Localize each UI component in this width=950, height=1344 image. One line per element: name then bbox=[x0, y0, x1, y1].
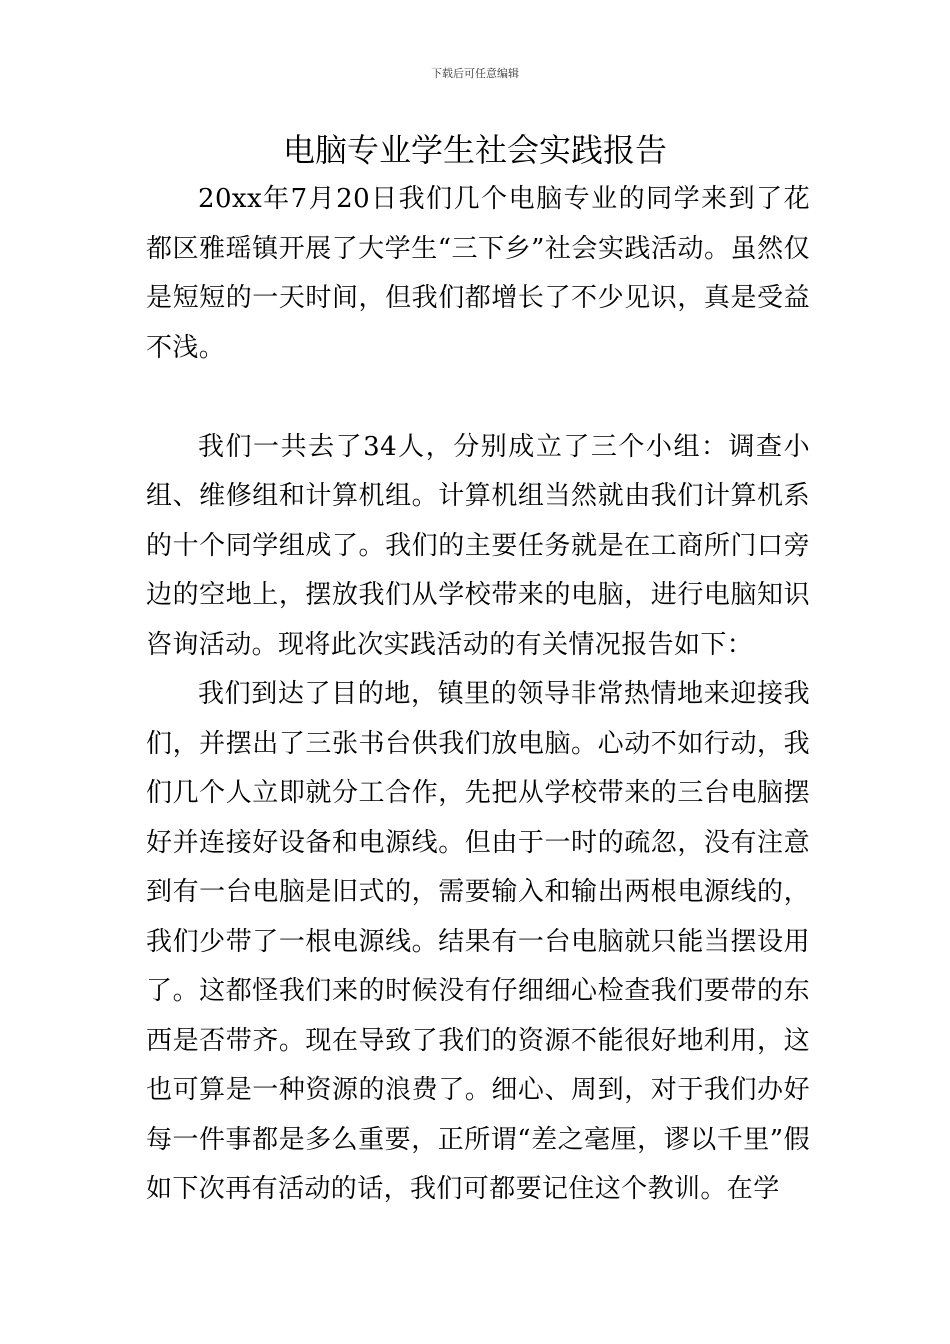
paragraph-intro: 20xx年7月20日我们几个电脑专业的同学来到了花都区雅瑶镇开展了大学生“三下乡”社会实践活动。虽然仅是短短的一天时间，但我们都增长了不少见识，真是受益不浅。 bbox=[146, 184, 810, 363]
header-note: 下载后可任意编辑 bbox=[431, 67, 519, 80]
page-title: 电脑专业学生社会实践报告 bbox=[282, 131, 667, 169]
paragraph-arrival: 我们到达了目的地，镇里的领导非常热情地来迎接我们，并摆出了三张书台供我们放电脑。心动不如行动，我们几个人立即就分工合作，先把从学校带来的三台电脑摆好并连接好设备和电源线。但由于一时的疏忽，没有注意到有一台电脑是旧式的，需要输入和输出两根电源线的，我们少带了一根电源线。结果有一台电脑就只能当摆设用了。这都怪我们来的时候没有仔细细心检查我们要带的东西是否带齐。现在导致了我们的资源不能很好地利用，这也可算是一种资源的浪费了。细心、周到，对于我们办好每一件事都是多么重要，正所谓“差之毫厘，谬以千里”假如下次再有活动的话，我们可都要记住这个教训。在学 bbox=[146, 679, 810, 1204]
paragraph-groups: 我们一共去了34人，分别成立了三个小组：调查小组、维修组和计算机组。计算机组当然就由我们计算机系的十个同学组成了。我们的主要任务就是在工商所门口旁边的空地上，摆放我们从学校带来的电脑，进行电脑知识咨询活动。现将此次实践活动的有关情况报告如下： bbox=[146, 431, 810, 660]
body-text bbox=[146, 175, 810, 1215]
